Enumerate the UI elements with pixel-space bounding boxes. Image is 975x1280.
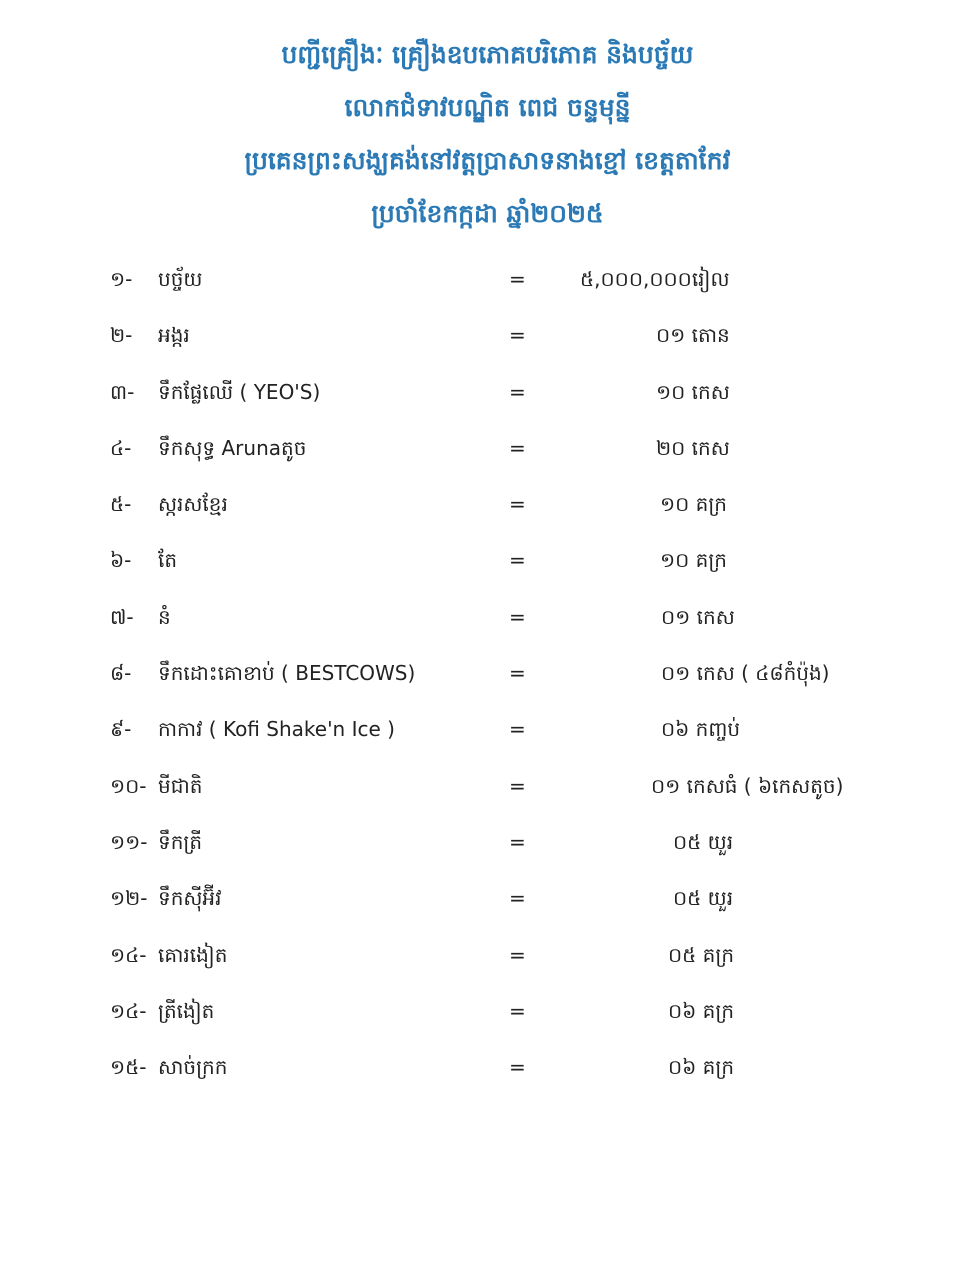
item-quantity: ០១ កេស ( ៤៨កំប៉ុង) [661,661,830,686]
item-number: ៦- [110,548,132,573]
item-name: ទឹកផ្លែឈើ ( YEO'S) [158,379,321,404]
item-number: ១៥- [110,1055,147,1080]
item-name: នំ [158,604,171,629]
equals-sign: = [509,773,526,798]
item-quantity: ០៦ កញ្ចប់ [661,717,741,742]
equals-sign: = [509,492,526,517]
list-item [0,596,975,652]
document-header [0,40,975,252]
equals-sign: = [509,942,526,967]
item-number: ២- [110,323,133,348]
equals-sign: = [509,661,526,686]
item-name: មីជាតិ [158,773,203,798]
item-quantity: ២០ កេស [656,435,730,460]
item-name: ទឹកស៊ីអ៊ីវ [158,886,222,911]
list-item [0,539,975,595]
header-recipient: ប្រគេនព្រះសង្ឃគង់នៅវត្តប្រាសាទនាងខ្មៅ ខេត្តតាកែវ [244,146,731,175]
equals-sign: = [509,829,526,854]
list-item [0,934,975,990]
equals-sign: = [509,323,526,348]
item-number: ១- [110,267,133,291]
list-item [0,314,975,370]
item-name: ត្រីងៀត [158,998,215,1023]
item-quantity: ០៦ គក្រ [668,998,735,1023]
item-name: គោរងៀត [158,942,228,967]
item-quantity: ១០ គក្រ [660,492,728,517]
item-quantity: ០៥ គក្រ [668,942,735,967]
list-item [0,877,975,933]
header-title: បញ្ជីគ្រឿងៈ គ្រឿងឧបភោគបរិភោគ និងបច្ច័យ [281,40,694,69]
equals-sign: = [509,548,526,573]
item-quantity: ០៥ យួរ [673,829,734,854]
item-number: ១៤- [110,998,147,1023]
item-name: ទឹកដោះគោខាប់ ( BESTCOWS) [158,661,416,686]
header-date: ប្រចាំខែកក្កដា ឆ្នាំ២០២៥ [371,199,604,228]
item-quantity: ០៥ យួរ [673,886,734,911]
list-item [0,990,975,1046]
equals-sign: = [509,435,526,460]
item-name: កាកាវ ( Kofi Shake'n Ice ) [158,717,395,742]
item-quantity: ៥,០០០,០០០រៀល [580,267,730,291]
item-number: ៣- [110,379,135,404]
equals-sign: = [509,604,526,629]
equals-sign: = [509,267,526,291]
list-item [0,821,975,877]
equals-sign: = [509,886,526,911]
item-number: ១២- [110,886,148,911]
item-number: ៩- [110,717,132,742]
item-quantity: ១០ គក្រ [660,548,728,573]
item-quantity: ០១ តោន [656,323,730,348]
equals-sign: = [509,717,526,742]
list-item [0,765,975,821]
item-name: អង្ករ [158,323,190,348]
item-quantity: ០១ កេស [661,604,735,629]
item-number: ៤- [110,435,132,460]
item-name: តែ [158,548,178,573]
equals-sign: = [509,1055,526,1080]
item-name: សាច់ក្រក [158,1055,228,1080]
item-number: ៥- [110,492,132,517]
item-number: ៧- [110,604,134,629]
item-quantity: ១០ កេស [656,379,730,404]
equals-sign: = [509,379,526,404]
list-item [0,371,975,427]
equals-sign: = [509,998,526,1023]
item-name: ទឹកត្រី [158,829,203,854]
item-name: ស្ករសខ្មែរ [158,492,228,517]
list-item [0,708,975,764]
item-number: ៨- [110,661,132,686]
item-number: ១០- [110,773,147,798]
item-number: ១៤- [110,942,147,967]
list-item [0,483,975,539]
header-donor: លោកជំទាវបណ្ឌិត ពេជ ចន្ទមុន្នី [344,93,631,122]
item-name: ទឹកសុទ្ធ Arunaតូច [158,435,307,460]
list-item [0,427,975,483]
item-number: ១១- [110,829,148,854]
item-quantity: ០១ កេសធំ ( ៦កេសតូច) [651,773,844,798]
item-list [0,258,975,1102]
item-quantity: ០៦ គក្រ [668,1055,735,1080]
list-item [0,258,975,314]
list-item [0,652,975,708]
item-name: បច្ច័យ [158,267,203,291]
list-item [0,1046,975,1102]
